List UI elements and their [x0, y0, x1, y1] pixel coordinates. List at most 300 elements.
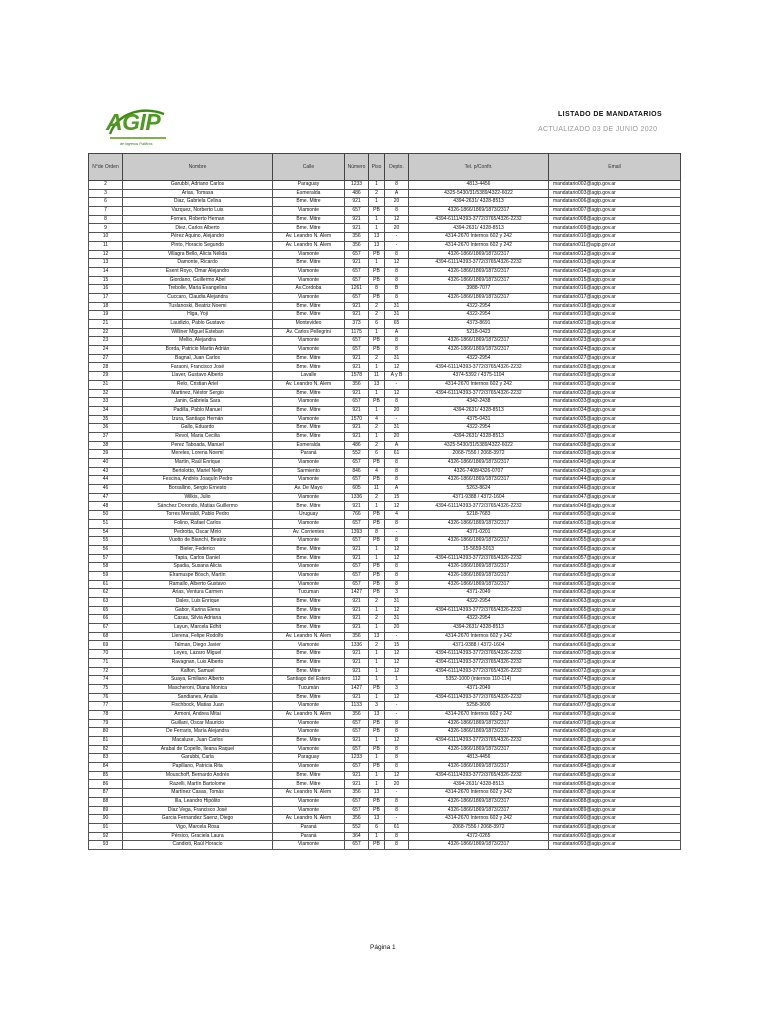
cell-numero: 486 — [345, 441, 369, 450]
cell-numero: 766 — [345, 511, 369, 520]
cell-calle: Bme. Mitre — [273, 302, 345, 311]
cell-email: mandatario028@agip.gov.ar — [549, 363, 681, 372]
cell-email: mandatario056@agip.gov.ar — [549, 545, 681, 554]
table-row — [89, 337, 681, 346]
cell-tel: 4326-1866/1869/1873/2317 — [409, 276, 549, 285]
cell-piso: PB — [369, 293, 385, 302]
cell-piso: 2 — [369, 424, 385, 433]
cell-tel: 5218-7683 — [409, 511, 549, 520]
cell-piso: 11 — [369, 372, 385, 381]
table-row — [89, 693, 681, 702]
table-row — [89, 632, 681, 641]
cell-depto: - — [385, 241, 409, 250]
cell-nombre: Esent Royo, Omar Alejandro — [123, 267, 273, 276]
logo-tagline: de Ingresos Públicos — [120, 142, 153, 146]
cell-piso: 1 — [369, 545, 385, 554]
cell-piso: 1 — [369, 215, 385, 224]
cell-tel: 4394-6111/4393-3772/3765/4326-2232 — [409, 363, 549, 372]
cell-numero: 657 — [345, 719, 369, 728]
cell-piso: 1 — [369, 650, 385, 659]
cell-piso: PB — [369, 563, 385, 572]
cell-email: mandatario072@agip.gov.ar — [549, 667, 681, 676]
cell-tel: 4314-2670 Internos 602 y 242 — [409, 710, 549, 719]
table-row — [89, 267, 681, 276]
cell-numero: 657 — [345, 797, 369, 806]
cell-email: mandatario047@agip.gov.ar — [549, 493, 681, 502]
cell-calle: Viamonte — [273, 806, 345, 815]
cell-tel: 4394-6111/4393-3772/3765/4326-2232 — [409, 259, 549, 268]
cell-piso: 4 — [369, 467, 385, 476]
cell-calle: Viamonte — [273, 702, 345, 711]
cell-calle: Viamonte — [273, 641, 345, 650]
cell-calle: Viamonte — [273, 563, 345, 572]
cell-numero: 921 — [345, 406, 369, 415]
cell-piso: 1 — [369, 198, 385, 207]
cell-nombre: Layun, Marcela Edhit — [123, 624, 273, 633]
cell-piso: 1 — [369, 676, 385, 685]
cell-depto: 8 — [385, 276, 409, 285]
cell-nombre: Wilkis, Julio — [123, 493, 273, 502]
cell-tel: 4326-1866/1869/1873/2317 — [409, 728, 549, 737]
cell-piso: 2 — [369, 311, 385, 320]
cell-depto: 12 — [385, 650, 409, 659]
cell-piso: PB — [369, 337, 385, 346]
cell-calle: Paraguay — [273, 181, 345, 190]
cell-nombre: Martinez, Néstor Sergio — [123, 389, 273, 398]
cell-orden: 50 — [89, 511, 123, 520]
cell-numero: 1427 — [345, 684, 369, 693]
cell-nombre: De Ferraris, María Alejandra — [123, 728, 273, 737]
cell-nombre: Vigo, Marcela Rosa — [123, 823, 273, 832]
table-row — [89, 354, 681, 363]
cell-depto: 8 — [385, 337, 409, 346]
cell-calle: Bme. Mitre — [273, 606, 345, 615]
cell-email: mandatario050@agip.gov.ar — [549, 511, 681, 520]
cell-email: mandatario080@agip.gov.ar — [549, 728, 681, 737]
cell-nombre: Fescina, Andrés Joaquín Pedro — [123, 476, 273, 485]
cell-nombre: Sandianes, Analia — [123, 693, 273, 702]
cell-piso: 1 — [369, 737, 385, 746]
cell-calle: Paraguay — [273, 754, 345, 763]
cell-email: mandatario022@agip.gov.ar — [549, 328, 681, 337]
cell-calle: Viamonte — [273, 415, 345, 424]
cell-tel: 4394-6111/4393-3772/3765/4326-2232 — [409, 658, 549, 667]
cell-numero: 921 — [345, 259, 369, 268]
cell-tel: 4813-4456 — [409, 181, 549, 190]
cell-numero: 657 — [345, 276, 369, 285]
cell-email: mandatario055@agip.gov.ar — [549, 537, 681, 546]
cell-depto: - — [385, 528, 409, 537]
cell-tel: 4326-1866/1869/1873/2317 — [409, 719, 549, 728]
cell-calle: Bme. Mitre — [273, 650, 345, 659]
cell-nombre: Guillani, Oscar Mauricio — [123, 719, 273, 728]
cell-piso: PB — [369, 571, 385, 580]
cell-calle: Bme. Mitre — [273, 224, 345, 233]
cell-numero: 921 — [345, 424, 369, 433]
cell-calle: Bme. Mitre — [273, 771, 345, 780]
cell-email: mandatario090@agip.gov.ar — [549, 815, 681, 824]
table-row — [89, 737, 681, 746]
cell-email: mandatario081@agip.gov.ar — [549, 737, 681, 746]
cell-numero: 921 — [345, 693, 369, 702]
cell-tel: 4326-1866/1869/1873/2317 — [409, 250, 549, 259]
table-row — [89, 624, 681, 633]
cell-depto: 12 — [385, 259, 409, 268]
cell-depto: 12 — [385, 215, 409, 224]
cell-numero: 657 — [345, 728, 369, 737]
cell-piso: 2 — [369, 615, 385, 624]
cell-nombre: Martínez Casas, Tomás — [123, 789, 273, 798]
table-row — [89, 702, 681, 711]
cell-calle: Bme. Mitre — [273, 615, 345, 624]
cell-orden: 27 — [89, 354, 123, 363]
cell-tel: 4326-1866/1869/1873/2317 — [409, 346, 549, 355]
cell-nombre: Bagnal, Juan Carlos — [123, 354, 273, 363]
cell-nombre: Padilla, Pablo Manuel — [123, 406, 273, 415]
cell-calle: Viamonte — [273, 398, 345, 407]
cell-calle: Viamonte — [273, 476, 345, 485]
cell-depto: - — [385, 815, 409, 824]
cell-orden: 3 — [89, 189, 123, 198]
cell-numero: 657 — [345, 267, 369, 276]
cell-orden: 75 — [89, 684, 123, 693]
table-row — [89, 285, 681, 294]
cell-piso: 13 — [369, 380, 385, 389]
cell-orden: 15 — [89, 276, 123, 285]
table-row — [89, 459, 681, 468]
cell-depto: 15 — [385, 493, 409, 502]
cell-email: mandatario027@agip.gov.ar — [549, 354, 681, 363]
cell-orden: 29 — [89, 372, 123, 381]
cell-orden: 79 — [89, 719, 123, 728]
cell-orden: 58 — [89, 563, 123, 572]
cell-numero: 112 — [345, 676, 369, 685]
cell-orden: 77 — [89, 702, 123, 711]
cell-tel: 4371-0201 — [409, 528, 549, 537]
cell-numero: 657 — [345, 476, 369, 485]
table-row — [89, 684, 681, 693]
cell-calle: Viamonte — [273, 267, 345, 276]
cell-email: mandatario084@agip.gov.ar — [549, 763, 681, 772]
cell-orden: 16 — [89, 285, 123, 294]
cell-depto: 8 — [385, 467, 409, 476]
cell-nombre: Borda, Patricio Martin Adrián — [123, 346, 273, 355]
table-row — [89, 467, 681, 476]
cell-orden: 38 — [89, 441, 123, 450]
cell-email: mandatario091@agip.gov.ar — [549, 823, 681, 832]
cell-piso: 8 — [369, 285, 385, 294]
cell-orden: 21 — [89, 320, 123, 329]
cell-nombre: Tuslanoski, Beatriz Noemi — [123, 302, 273, 311]
table-row — [89, 302, 681, 311]
table-row — [89, 554, 681, 563]
table-row — [89, 276, 681, 285]
cell-email: mandatario070@agip.gov.ar — [549, 650, 681, 659]
cell-depto: - — [385, 702, 409, 711]
cell-calle: Viamonte — [273, 537, 345, 546]
cell-depto: 8 — [385, 580, 409, 589]
cell-depto: 12 — [385, 667, 409, 676]
cell-email: mandatario089@agip.gov.ar — [549, 806, 681, 815]
cell-numero: 356 — [345, 710, 369, 719]
cell-numero: 1578 — [345, 372, 369, 381]
cell-piso: 1 — [369, 363, 385, 372]
cell-nombre: Higa, Yoji — [123, 311, 273, 320]
table-row — [89, 398, 681, 407]
cell-numero: 657 — [345, 519, 369, 528]
cell-tel: 4326-1866/1869/1873/2317 — [409, 797, 549, 806]
cell-numero: 657 — [345, 580, 369, 589]
table-row — [89, 745, 681, 754]
cell-email: mandatario009@agip.gov.ar — [549, 224, 681, 233]
agip-logo — [104, 108, 168, 154]
cell-orden: 6 — [89, 198, 123, 207]
table-row — [89, 207, 681, 216]
cell-tel: 4371-2049 — [409, 684, 549, 693]
cell-tel: 4326-1866/1869/1873/2317 — [409, 580, 549, 589]
cell-email: mandatario067@agip.gov.ar — [549, 624, 681, 633]
cell-depto: 12 — [385, 658, 409, 667]
cell-numero: 921 — [345, 780, 369, 789]
cell-calle: Viamonte — [273, 337, 345, 346]
cell-piso: 1 — [369, 780, 385, 789]
cell-orden: 35 — [89, 415, 123, 424]
cell-depto: 31 — [385, 424, 409, 433]
table-row — [89, 372, 681, 381]
table-row — [89, 493, 681, 502]
cell-piso: PB — [369, 684, 385, 693]
cell-numero: 921 — [345, 771, 369, 780]
cell-numero: 921 — [345, 389, 369, 398]
cell-tel: 5263-8624 — [409, 485, 549, 494]
cell-orden: 69 — [89, 641, 123, 650]
cell-tel: 4326-1866/1869/1873/2317 — [409, 207, 549, 216]
table-row — [89, 389, 681, 398]
cell-orden: 18 — [89, 302, 123, 311]
cell-email: mandatario008@agip.gov.ar — [549, 215, 681, 224]
cell-numero: 921 — [345, 737, 369, 746]
cell-email: mandatario057@agip.gov.ar — [549, 554, 681, 563]
table-row — [89, 710, 681, 719]
cell-email: mandatario006@agip.gov.ar — [549, 198, 681, 207]
table-row — [89, 502, 681, 511]
cell-piso: 1 — [369, 432, 385, 441]
cell-numero: 921 — [345, 311, 369, 320]
cell-email: mandatario046@agip.gov.ar — [549, 485, 681, 494]
table-row — [89, 815, 681, 824]
header-col-calle: Calle — [273, 154, 345, 181]
cell-piso: 1 — [369, 259, 385, 268]
document-title: LISTADO DE MANDATARIOS — [558, 111, 663, 118]
cell-tel: 4813-4456 — [409, 754, 549, 763]
cell-nombre: Sánchez Dorondo, Matias Guillermo — [123, 502, 273, 511]
table-row — [89, 571, 681, 580]
cell-calle: Viamonte — [273, 797, 345, 806]
cell-depto: 8 — [385, 806, 409, 815]
logo-wordmark: AGIP — [106, 109, 161, 135]
cell-email: mandatario074@agip.gov.ar — [549, 676, 681, 685]
cell-numero: 657 — [345, 207, 369, 216]
cell-tel: 4394-2631/ 4328-8513 — [409, 198, 549, 207]
cell-calle: Bme. Mitre — [273, 780, 345, 789]
cell-numero: 657 — [345, 346, 369, 355]
cell-piso: 1 — [369, 624, 385, 633]
table-row — [89, 598, 681, 607]
cell-calle: Viamonte — [273, 276, 345, 285]
table-row — [89, 181, 681, 190]
cell-nombre: Arias, Ventura Carmen — [123, 589, 273, 598]
cell-orden: 39 — [89, 450, 123, 459]
cell-depto: 8 — [385, 571, 409, 580]
cell-calle: Bme. Mitre — [273, 424, 345, 433]
cell-calle: Av. Leandro N. Alem — [273, 241, 345, 250]
cell-email: mandatario013@agip.gov.ar — [549, 259, 681, 268]
cell-orden: 83 — [89, 754, 123, 763]
cell-orden: 9 — [89, 224, 123, 233]
cell-email: mandatario087@agip.gov.ar — [549, 789, 681, 798]
cell-numero: 1336 — [345, 641, 369, 650]
cell-nombre: Damonte, Ricardo — [123, 259, 273, 268]
table-row — [89, 424, 681, 433]
cell-piso: PB — [369, 398, 385, 407]
cell-orden: 76 — [89, 693, 123, 702]
cell-calle: Santiago del Estero — [273, 676, 345, 685]
cell-piso: 3 — [369, 702, 385, 711]
cell-orden: 2 — [89, 181, 123, 190]
cell-piso: 2 — [369, 598, 385, 607]
cell-tel: 4322-2954 — [409, 598, 549, 607]
cell-calle: Viamonte — [273, 728, 345, 737]
cell-nombre: Bieler, Federico — [123, 545, 273, 554]
cell-orden: 85 — [89, 771, 123, 780]
cell-tel: 4394-6111/4393-3772/3765/4326-2232 — [409, 650, 549, 659]
header-col-orden: N°de Orden — [89, 154, 123, 181]
cell-numero: 921 — [345, 215, 369, 224]
cell-numero: 356 — [345, 233, 369, 242]
cell-nombre: Talman, Diego Javier — [123, 641, 273, 650]
cell-email: mandatario069@agip.gov.ar — [549, 641, 681, 650]
cell-email: mandatario048@agip.gov.ar — [549, 502, 681, 511]
table-row — [89, 450, 681, 459]
cell-calle: Bme. Mitre — [273, 667, 345, 676]
table-body — [89, 181, 681, 850]
cell-nombre: Torres Menaldi, Pablo Pedro — [123, 511, 273, 520]
cell-depto: - — [385, 415, 409, 424]
cell-numero: 657 — [345, 571, 369, 580]
cell-depto: 20 — [385, 780, 409, 789]
cell-depto: 20 — [385, 198, 409, 207]
cell-piso: PB — [369, 797, 385, 806]
table-row — [89, 406, 681, 415]
cell-nombre: Garubbi, Adriano Carlos — [123, 181, 273, 190]
cell-calle: Viamonte — [273, 571, 345, 580]
cell-numero: 373 — [345, 320, 369, 329]
table-row — [89, 346, 681, 355]
table-row — [89, 519, 681, 528]
cell-piso: 1 — [369, 554, 385, 563]
cell-piso: 13 — [369, 632, 385, 641]
cell-tel: 4394-6111/4393-3772/3765/4326-2232 — [409, 215, 549, 224]
cell-orden: 70 — [89, 650, 123, 659]
cell-email: mandatario019@agip.gov.ar — [549, 311, 681, 320]
cell-email: mandatario021@agip.gov.ar — [549, 320, 681, 329]
cell-tel: 4314-2670 Internos 602 y 242 — [409, 233, 549, 242]
cell-calle: Bme. Mitre — [273, 432, 345, 441]
cell-tel: 4326-1866/1869/1873/2317 — [409, 745, 549, 754]
cell-depto: 3 — [385, 684, 409, 693]
cell-piso: 2 — [369, 302, 385, 311]
cell-depto: 8 — [385, 181, 409, 190]
cell-email: mandatario082@agip.gov.ar — [549, 745, 681, 754]
cell-orden: 43 — [89, 467, 123, 476]
cell-nombre: Borsallino, Sergio Ernesto — [123, 485, 273, 494]
cell-depto: 20 — [385, 406, 409, 415]
cell-orden: 22 — [89, 328, 123, 337]
cell-numero: 1261 — [345, 285, 369, 294]
cell-nombre: Papillano, Patricia Rita — [123, 763, 273, 772]
cell-depto: 12 — [385, 502, 409, 511]
cell-numero: 921 — [345, 554, 369, 563]
cell-depto: 8 — [385, 841, 409, 850]
cell-orden: 72 — [89, 667, 123, 676]
cell-numero: 356 — [345, 815, 369, 824]
cell-orden: 89 — [89, 806, 123, 815]
cell-numero: 552 — [345, 450, 369, 459]
cell-orden: 12 — [89, 250, 123, 259]
cell-numero: 921 — [345, 624, 369, 633]
cell-email: mandatario085@agip.gov.ar — [549, 771, 681, 780]
cell-nombre: Perez Taboada, Manuel — [123, 441, 273, 450]
cell-piso: 2 — [369, 354, 385, 363]
cell-nombre: Ravagnan, Luis Alberto — [123, 658, 273, 667]
cell-tel: 5352-1000 (internos 110-114) — [409, 676, 549, 685]
cell-tel: 4372-0265 — [409, 832, 549, 841]
cell-tel: 4326-1866/1869/1873/2317 — [409, 519, 549, 528]
cell-orden: 48 — [89, 502, 123, 511]
cell-numero: 657 — [345, 337, 369, 346]
cell-email: mandatario014@agip.gov.ar — [549, 267, 681, 276]
cell-nombre: Fornes, Roberto Hernan — [123, 215, 273, 224]
cell-tel: 2068-7556 / 2068-3972 — [409, 823, 549, 832]
cell-nombre: Williner Miguel Esteban — [123, 328, 273, 337]
header-col-numero: Número — [345, 154, 369, 181]
header-col-depto: Depto. — [385, 154, 409, 181]
cell-nombre: Gabor, Karina Elena — [123, 606, 273, 615]
table-row — [89, 250, 681, 259]
cell-calle: Viamonte — [273, 250, 345, 259]
cell-depto: 12 — [385, 554, 409, 563]
cell-orden: 86 — [89, 780, 123, 789]
cell-tel: 4326-1866/1869/1873/2317 — [409, 267, 549, 276]
cell-calle: Bme. Mitre — [273, 658, 345, 667]
cell-numero: 356 — [345, 632, 369, 641]
cell-nombre: Giordano, Guillermo Abel — [123, 276, 273, 285]
table-row — [89, 823, 681, 832]
cell-orden: 63 — [89, 598, 123, 607]
cell-nombre: Villagra Bello, Alicia Nélida — [123, 250, 273, 259]
cell-depto: 8 — [385, 459, 409, 468]
cell-nombre: Bertolotto, Mariel Nelly — [123, 467, 273, 476]
cell-nombre: Cuccaro, Claudia Alejandra — [123, 293, 273, 302]
cell-calle: Viamonte — [273, 293, 345, 302]
table-row — [89, 806, 681, 815]
cell-numero: 486 — [345, 189, 369, 198]
cell-orden: 62 — [89, 589, 123, 598]
cell-orden: 91 — [89, 823, 123, 832]
cell-calle: Viamonte — [273, 841, 345, 850]
cell-email: mandatario024@agip.gov.ar — [549, 346, 681, 355]
cell-depto: 12 — [385, 737, 409, 746]
